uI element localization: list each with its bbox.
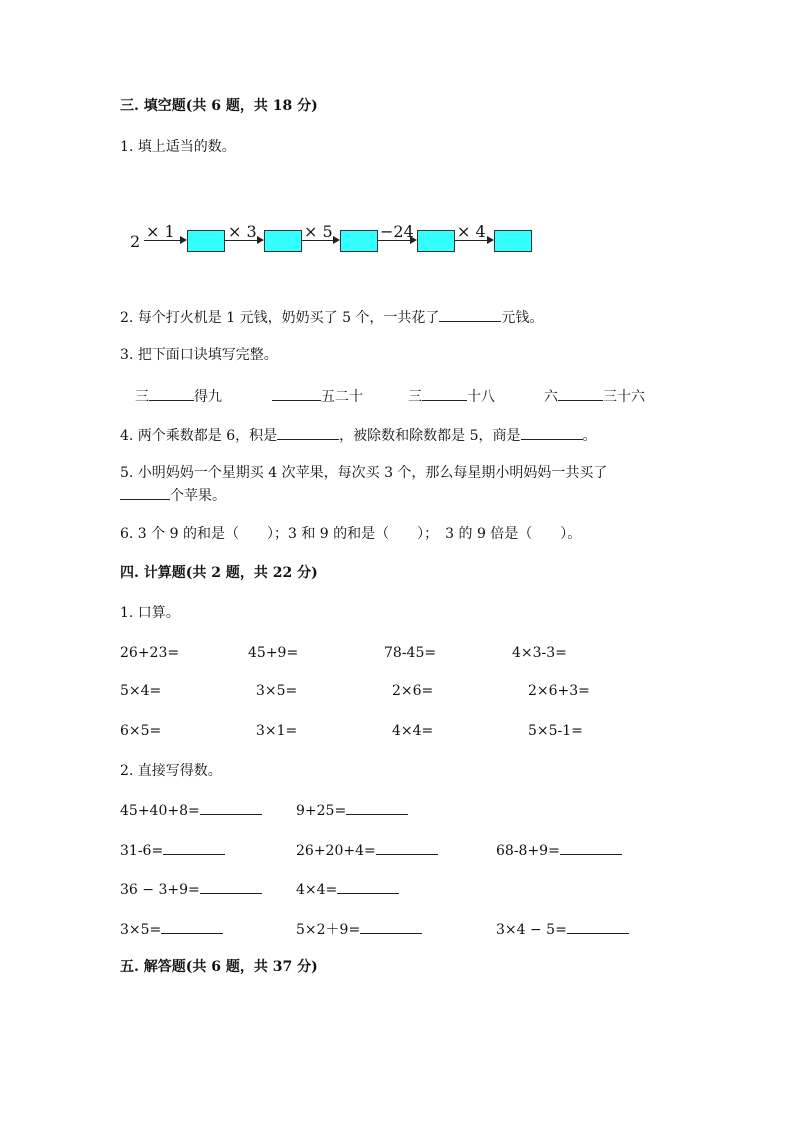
chain-op-1: × 1	[146, 222, 175, 241]
calc-item	[496, 840, 622, 860]
mental-math-item: 5×5-1=	[528, 723, 583, 739]
q3-blank-2[interactable]	[272, 386, 321, 401]
mental-math-item: 2×6=	[392, 683, 434, 699]
s4-q1-text: 1. 口算。	[120, 605, 180, 621]
calc-answer-blank[interactable]	[163, 840, 225, 855]
q3-item-4-pre: 六	[544, 389, 558, 405]
q2-text-after: 元钱。	[501, 310, 544, 326]
answer-box-5[interactable]	[494, 230, 532, 252]
q4-blank-2[interactable]	[521, 425, 583, 440]
q2-answer-blank[interactable]	[439, 307, 501, 322]
q3-text: 3. 把下面口诀填写完整。	[120, 347, 278, 363]
mental-math-item: 4×3-3=	[512, 645, 567, 661]
chain-start-number: 2	[130, 232, 141, 251]
calc-expr: 3×4 − 5=	[496, 922, 567, 938]
calc-answer-blank[interactable]	[560, 840, 622, 855]
chain-arrow-4	[377, 240, 410, 241]
mental-math-item: 78-45=	[384, 645, 437, 661]
q3-item-1-pre: 三	[135, 389, 149, 405]
q3-item-3-pre: 三	[408, 389, 422, 405]
section4-title: 四. 计算题(共 2 题，共 22 分)	[120, 565, 318, 581]
calc-expr: 3×5=	[120, 922, 162, 938]
chain-op-3: × 5	[304, 222, 333, 241]
arrowhead-icon	[333, 236, 340, 244]
calc-answer-blank[interactable]	[200, 879, 262, 894]
q3-blank-3[interactable]	[422, 386, 467, 401]
q3-item-4-post: 三十六	[603, 389, 645, 405]
mental-math-item: 26+23=	[120, 645, 180, 661]
q5-line1: 5. 小明妈妈一个星期买 4 次苹果，每次买 3 个，那么每星期小明妈妈一共买了	[120, 465, 608, 481]
calc-item	[296, 879, 399, 899]
calc-item	[120, 919, 223, 939]
q1-text: 1. 填上适当的数。	[120, 139, 236, 155]
calc-answer-blank[interactable]	[161, 919, 223, 934]
chain-op-4: −24	[380, 222, 414, 241]
q4-blank-1[interactable]	[277, 425, 339, 440]
q3-item-2-post: 五二十	[321, 389, 363, 405]
calc-expr: 45+40+8=	[120, 803, 200, 819]
q5-text-after: 个苹果。	[170, 488, 226, 504]
q5-blank[interactable]	[120, 485, 170, 500]
q3-item-3	[408, 386, 495, 406]
calc-item	[496, 919, 629, 939]
arrowhead-icon	[410, 236, 417, 244]
q3-item-1	[135, 386, 222, 406]
calc-item	[296, 919, 422, 939]
mental-math-item: 5×4=	[120, 683, 162, 699]
answer-box-2[interactable]	[264, 230, 302, 252]
calc-answer-blank[interactable]	[337, 879, 399, 894]
q3-blank-1[interactable]	[149, 386, 194, 401]
answer-box-4[interactable]	[417, 230, 455, 252]
chain-arrow-2	[224, 240, 257, 241]
calc-item	[296, 840, 438, 860]
chain-op-5: × 4	[457, 222, 486, 241]
section3-title: 三. 填空题(共 6 题，共 18 分)	[120, 98, 318, 114]
q3-blank-4[interactable]	[558, 386, 603, 401]
mental-math-item: 4×4=	[392, 723, 434, 739]
calc-item	[120, 840, 225, 860]
chain-arrow-3	[301, 240, 333, 241]
chain-arrow-1	[144, 240, 180, 241]
q4-text-a: 4. 两个乘数都是 6，积是	[120, 428, 278, 444]
q4-text-b: ，被除数和除数都是 5，商是	[339, 428, 521, 444]
section5-title: 五. 解答题(共 6 题，共 37 分)	[120, 959, 318, 975]
arrowhead-icon	[487, 236, 494, 244]
arrowhead-icon	[257, 236, 264, 244]
q3-item-1-post: 得九	[194, 389, 222, 405]
calc-item	[120, 879, 262, 899]
q3-item-4	[544, 386, 645, 406]
q3-item-3-post: 十八	[467, 389, 495, 405]
mental-math-item: 3×1=	[256, 723, 298, 739]
answer-box-3[interactable]	[340, 230, 378, 252]
calc-answer-blank[interactable]	[376, 840, 438, 855]
chain-op-2: × 3	[228, 222, 257, 241]
mental-math-item: 2×6+3=	[528, 683, 590, 699]
mental-math-item: 45+9=	[248, 645, 299, 661]
calc-expr: 9+25=	[296, 803, 347, 819]
calc-expr: 5×2＋9=	[296, 922, 361, 938]
q2-line	[120, 307, 543, 327]
calc-answer-blank[interactable]	[200, 800, 262, 815]
chain-arrow-5	[454, 240, 487, 241]
calc-answer-blank[interactable]	[567, 919, 629, 934]
calc-item	[296, 800, 408, 820]
calc-item	[120, 800, 262, 820]
calc-answer-blank[interactable]	[360, 919, 422, 934]
answer-box-1[interactable]	[187, 230, 225, 252]
calc-expr: 4×4=	[296, 882, 338, 898]
mental-math-item: 6×5=	[120, 723, 162, 739]
s4-q2-text: 2. 直接写得数。	[120, 763, 222, 779]
calc-expr: 31-6=	[120, 843, 164, 859]
calc-expr: 68-8+9=	[496, 843, 560, 859]
mental-math-item: 3×5=	[256, 683, 298, 699]
q4-text-c: 。	[582, 428, 597, 444]
q5-line2	[120, 485, 226, 505]
calc-answer-blank[interactable]	[346, 800, 408, 815]
q6-text: 6. 3 个 9 的和是（ ）；3 和 9 的和是（ ）； 3 的 9 倍是（ ）。	[120, 526, 582, 542]
q2-text-before: 2. 每个打火机是 1 元钱，奶奶买了 5 个，一共花了	[120, 310, 440, 326]
q4-line	[120, 425, 597, 445]
calc-expr: 36 − 3+9=	[120, 882, 200, 898]
arrowhead-icon	[180, 236, 187, 244]
calc-expr: 26+20+4=	[296, 843, 376, 859]
q3-item-2	[272, 386, 363, 406]
